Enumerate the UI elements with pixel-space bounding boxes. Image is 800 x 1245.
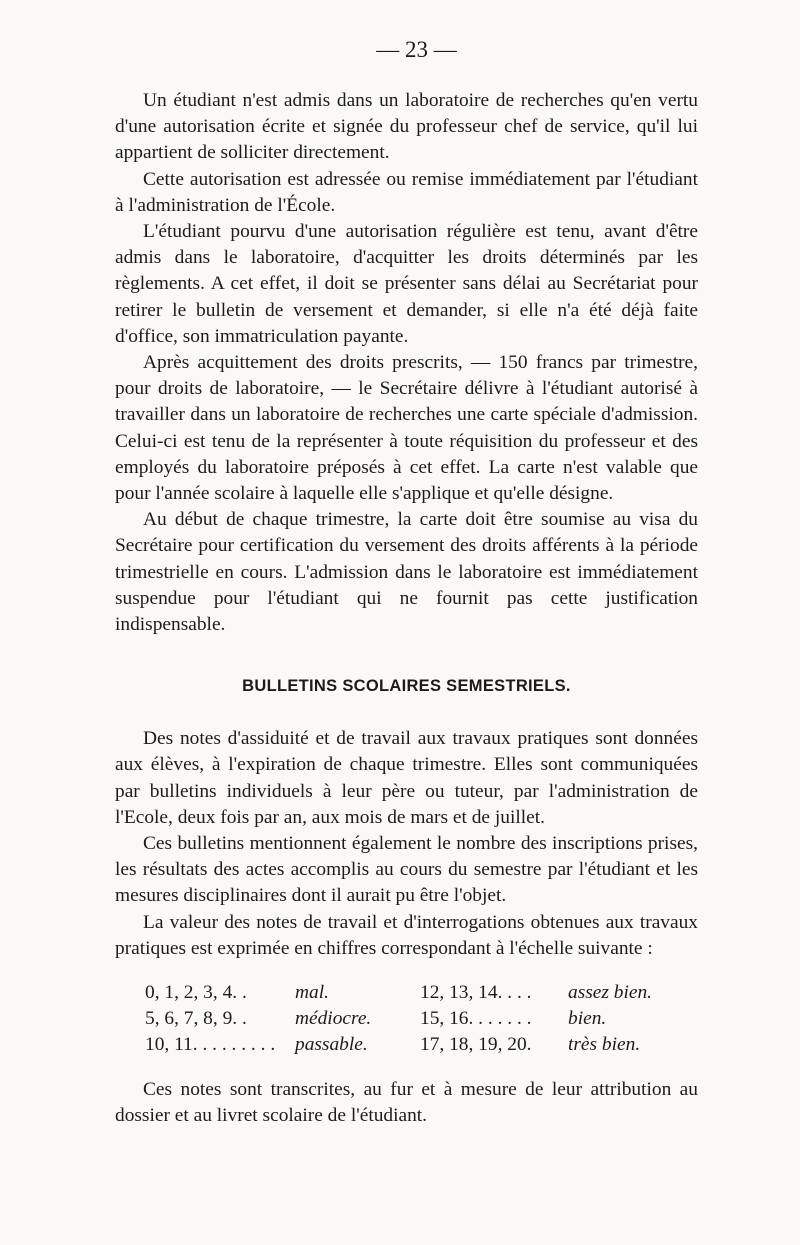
- paragraph-authorization: Cette autorisation est adressée ou remise immédiatement par l'étudiant à l'administration de l'École.: [115, 168, 698, 216]
- paragraph-grade-scale-intro: La valeur des notes de travail et d'interrogations obtenues aux travaux pratiques est exprimée en chiffres correspondant à l'échelle suivante :: [115, 911, 698, 959]
- paragraph-transcription: Ces notes sont transcrites, au fur et à mesure de leur attribution au dossier et au livret scolaire de l'étudiant.: [115, 1078, 698, 1126]
- grade-range: 17, 18, 19, 20.: [420, 1034, 532, 1056]
- grade-label: mal.: [295, 982, 329, 1004]
- grade-range: 0, 1, 2, 3, 4. .: [145, 982, 247, 1004]
- grade-label: très bien.: [568, 1034, 641, 1056]
- grade-label: passable.: [295, 1034, 368, 1056]
- grade-label: bien.: [568, 1008, 607, 1030]
- grading-scale-row: [115, 980, 698, 1006]
- grade-range: 12, 13, 14. . . .: [420, 982, 532, 1004]
- paragraph-bulletin-contents: Ces bulletins mentionnent également le nombre des inscriptions prises, les résultats des actes accomplis au cours du semestre par l'étudiant et les mesures disciplinaires dont il aurait pu être l'objet.: [115, 833, 698, 907]
- page-number: — 23 —: [376, 37, 457, 62]
- paragraph-quarterly-visa: Au début de chaque trimestre, la carte doit être soumise au visa du Secrétaire pour certification du versement des droits afférents à la période trimestrielle en cours. L'admission dans le laboratoire est immédiatement suspendue pour l'étudiant qui ne fournit pas cette justification indispensable.: [115, 509, 698, 636]
- document-page: [115, 30, 698, 1129]
- grade-range: 10, 11. . . . . . . . .: [145, 1034, 276, 1056]
- paragraph-grade-notes: Des notes d'assiduité et de travail aux travaux pratiques sont données aux élèves, à l'expiration de chaque trimestre. Elles sont communiquées par bulletins individuels à leur père ou tuteur, par l'administration de l'Ecole, deux fois par an, aux mois de mars et de juillet.: [115, 728, 698, 828]
- paragraph-admission-card: Après acquittement des droits prescrits, — 150 francs par trimestre, pour droits de laboratoire, — le Secrétaire délivre à l'étudiant autorisé à travailler dans un laboratoire de recherches une carte spéciale d'admission. Celui-ci est tenu de la représenter à toute réquisition du professeur et des employés du laboratoire préposés à cet effet. La carte n'est valable que pour l'année scolaire à laquelle elle s'applique et qu'elle désigne.: [115, 352, 698, 505]
- grade-range: 15, 16. . . . . . .: [420, 1008, 532, 1030]
- grade-range: 5, 6, 7, 8, 9. .: [145, 1008, 247, 1030]
- paragraph-fees: L'étudiant pourvu d'une autorisation régulière est tenu, avant d'être admis dans le laboratoire, d'acquitter les droits déterminés par les règlements. A cet effet, il doit se présenter sans délai au Secrétariat pour retirer le bulletin de versement et demander, si elle n'a été déjà faite d'office, son immatriculation payante.: [115, 221, 698, 347]
- grade-label: médiocre.: [295, 1008, 372, 1030]
- section-heading: BULLETINS SCOLAIRES SEMESTRIELS.: [242, 677, 571, 696]
- grading-scale-row: [115, 1032, 698, 1058]
- grade-label: assez bien.: [568, 982, 653, 1004]
- grading-scale-row: [115, 1006, 698, 1032]
- grading-scale: [115, 980, 698, 1059]
- paragraph-admission: Un étudiant n'est admis dans un laboratoire de recherches qu'en vertu d'une autorisation écrite et signée du professeur chef de service, qu'il lui appartient de solliciter directement.: [115, 90, 698, 164]
